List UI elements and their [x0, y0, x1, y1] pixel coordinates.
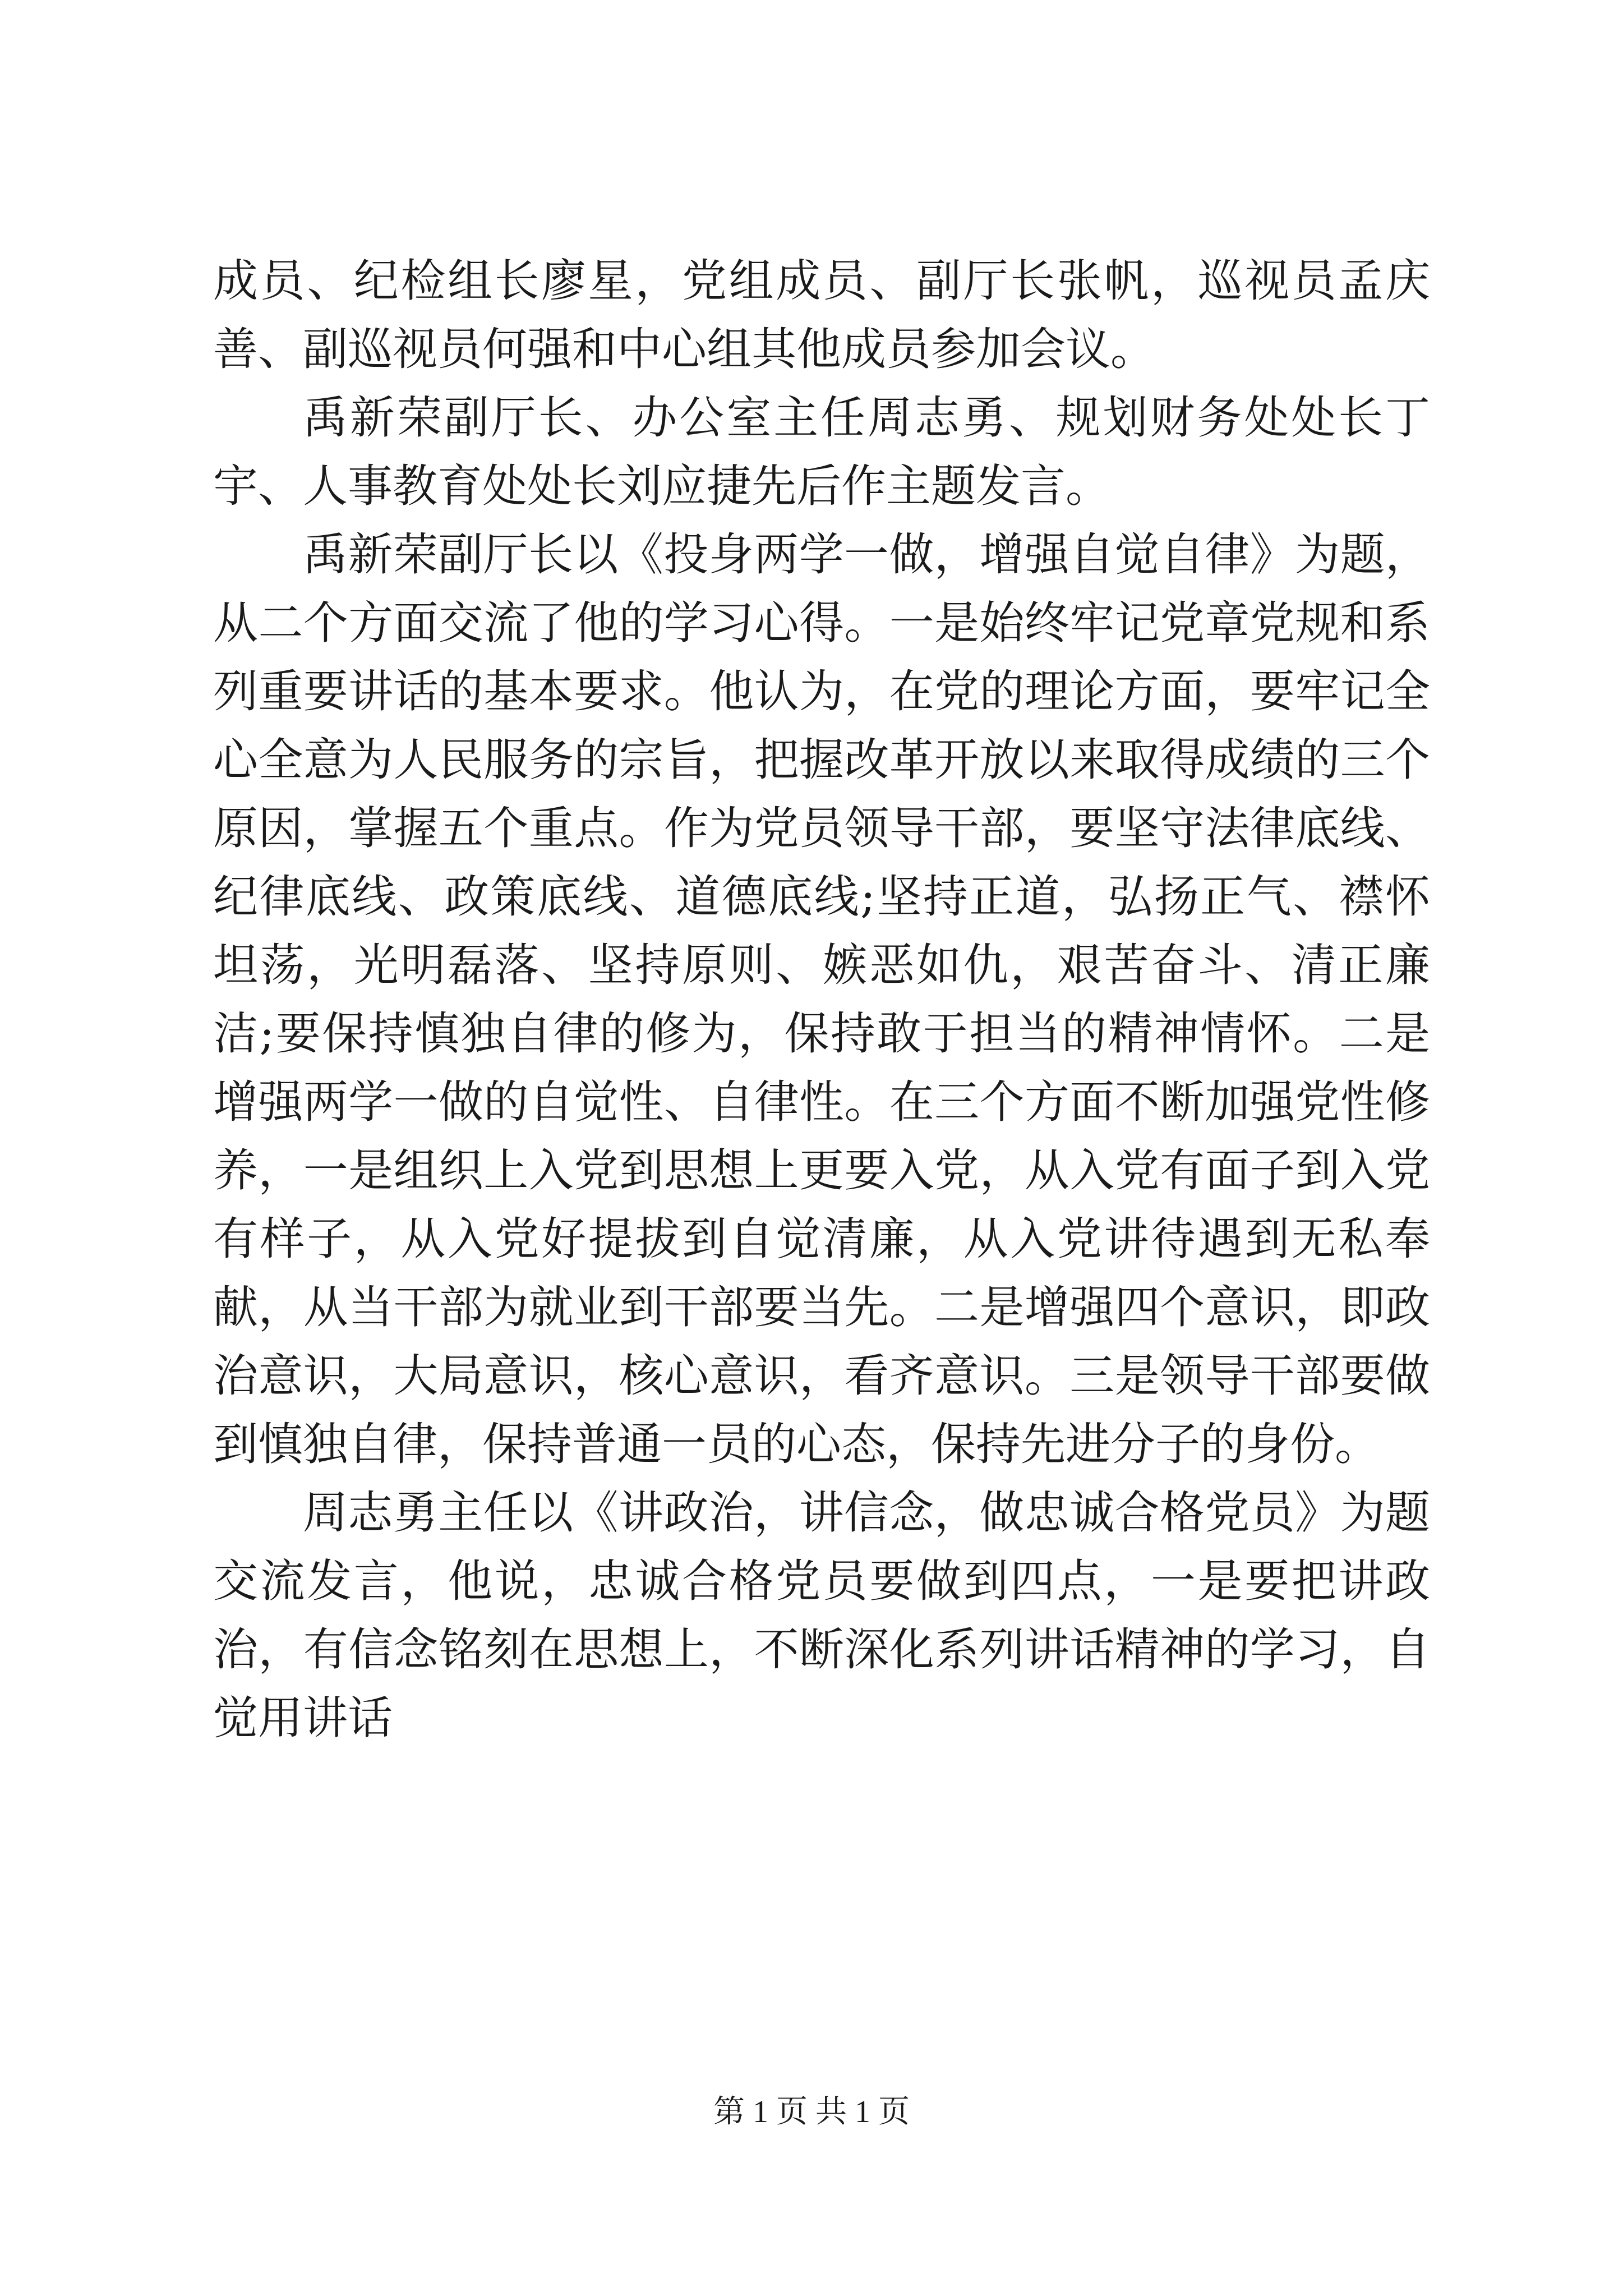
page-footer: 第 1 页 共 1 页	[713, 2095, 910, 2129]
document-body	[213, 247, 1430, 1752]
paragraph-2: 禹新荣副厅长、办公室主任周志勇、规划财务处处长丁宇、人事教育处处长刘应捷先后作主题发言。	[213, 392, 1430, 512]
paragraph-3: 禹新荣副厅长以《投身两学一做，增强自觉自律》为题，从二个方面交流了他的学习心得。一是始终牢记党章党规和系列重要讲话的基本要求。他认为，在党的理论方面，要牢记全心全意为人民服务的宗旨，把握改革开放以来取得成绩的三个原因，掌握五个重点。作为党员领导干部，要坚守法律底线、纪律底线、政策底线、道德底线;坚持正道，弘扬正气、襟怀坦荡，光明磊落、坚持原则、嫉恶如仇，艰苦奋斗、清正廉洁;要保持慎独自律的修为，保持敢于担当的精神情怀。二是增强两学一做的自觉性、自律性。在三个方面不断加强党性修养，一是组织上入党到思想上更要入党，从入党有面子到入党有样子，从入党好提拔到自觉清廉，从入党讲待遇到无私奉献，从当干部为就业到干部要当先。二是增强四个意识，即政治意识，大局意识，核心意识，看齐意识。三是领导干部要做到慎独自律，保持普通一员的心态，保持先进分子的身份。	[213, 528, 1430, 1470]
paragraph-4: 周志勇主任以《讲政治，讲信念，做忠诚合格党员》为题交流发言，他说，忠诚合格党员要做到四点，一是要把讲政治，有信念铭刻在思想上，不断深化系列讲话精神的学习，自觉用讲话	[213, 1487, 1430, 1744]
paragraph-1: 成员、纪检组长廖星，党组成员、副厅长张帆，巡视员孟庆善、副巡视员何强和中心组其他成员参加会议。	[213, 255, 1430, 375]
